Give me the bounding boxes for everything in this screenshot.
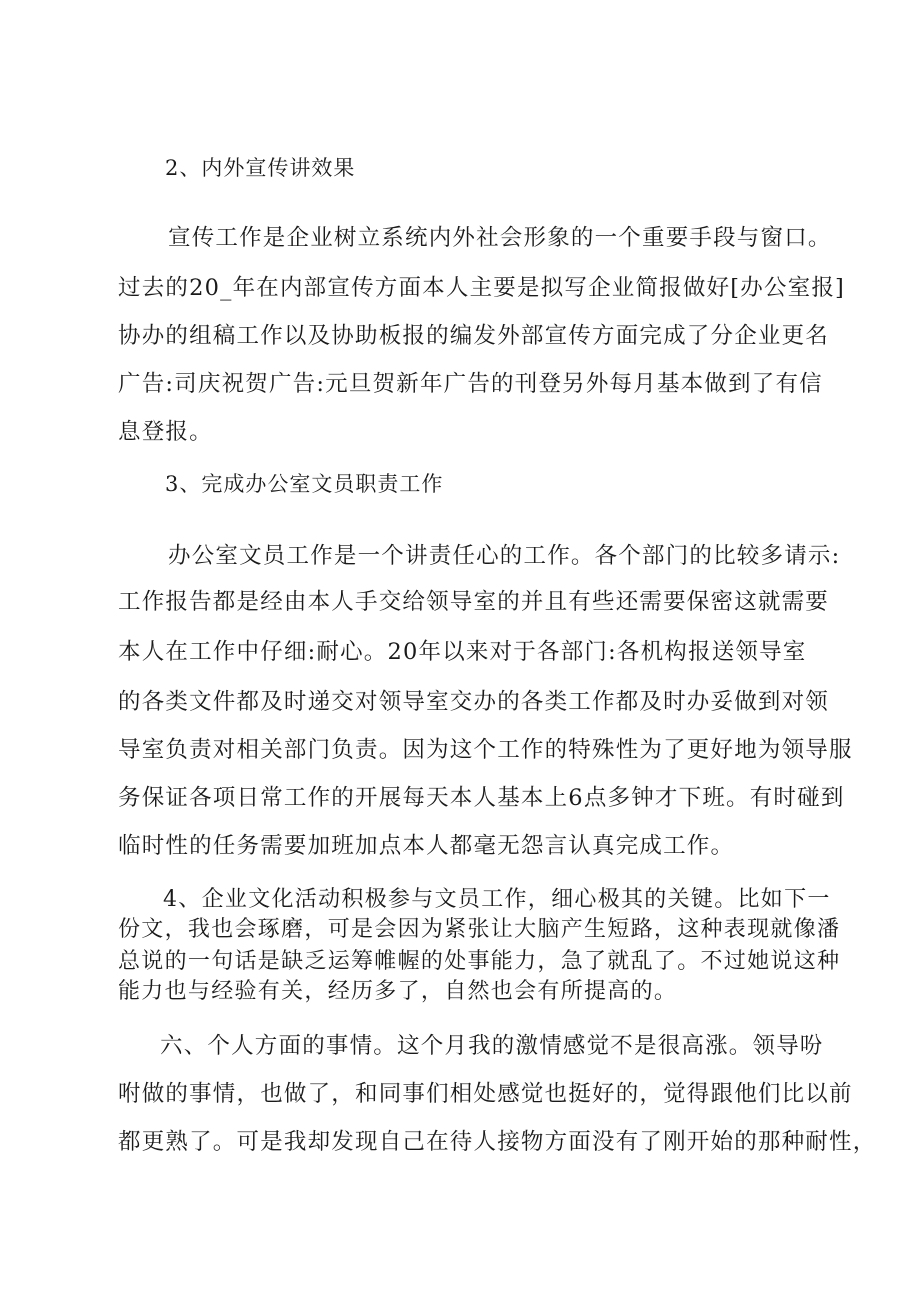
section-2-line-3: 协办的组稿工作以及协助板报的编发外部宣传方面完成了分企业更名 bbox=[118, 323, 830, 349]
section-4-line-3: 总说的一句话是缺乏运筹帷幄的处事能力，急了就乱了。不过她说这种 bbox=[118, 949, 841, 974]
section-2-line-2: 过去的20_年在内部宣传方面本人主要是拟写企业简报做好[办公室报] bbox=[118, 275, 846, 301]
section-6-line-2: 咐做的事情，也做了，和同事们相处感觉也挺好的，觉得跟他们比以前 bbox=[118, 1081, 853, 1107]
section-3-line-3: 本人在工作中仔细:耐心。20年以来对于各部门:各机构报送领导室 bbox=[118, 639, 807, 665]
section-4-line-1: 4、企业文化活动积极参与文员工作，细心极其的关键。比如下一 bbox=[163, 887, 831, 912]
section-3-heading: 3、完成办公室文员职责工作 bbox=[165, 472, 444, 496]
section-3-line-4: 的各类文件都及时递交对领导室交办的各类工作都及时办妥做到对领 bbox=[118, 689, 830, 715]
section-3-line-1: 办公室文员工作是一个讲责任心的工作。各个部门的比较多请示: bbox=[168, 543, 841, 569]
section-3-line-5: 导室负责对相关部门负责。因为这个工作的特殊性为了更好地为领导服 bbox=[118, 737, 853, 763]
section-2-heading: 2、内外宣传讲效果 bbox=[165, 156, 356, 180]
section-6-line-3: 都更熟了。可是我却发现自己在待人接物方面没有了刚开始的那种耐性， bbox=[118, 1129, 877, 1155]
section-3-line-2: 工作报告都是经由本人手交给领导室的并且有些还需要保密这就需要 bbox=[118, 589, 830, 615]
section-4-line-2: 份文，我也会琢磨，可是会因为紧张让大脑产生短路，这种表现就像潘 bbox=[118, 917, 841, 942]
section-2-line-5: 息登报。 bbox=[118, 419, 213, 445]
section-6-line-1: 六、个人方面的事情。这个月我的激情感觉不是很高涨。领导吩 bbox=[160, 1033, 824, 1059]
section-2-line-1: 宣传工作是企业树立系统内外社会形象的一个重要手段与窗口。 bbox=[168, 225, 832, 251]
section-3-line-7: 临时性的任务需要加班加点本人都毫无怨言认真完成工作。 bbox=[118, 833, 735, 859]
section-2-line-4: 广告:司庆祝贺广告:元旦贺新年广告的刊登另外每月基本做到了有信 bbox=[118, 371, 823, 397]
section-4-line-4: 能力也与经验有关，经历多了，自然也会有所提高的。 bbox=[118, 979, 678, 1004]
section-3-line-6: 务保证各项日常工作的开展每天本人基本上6点多钟才下班。有时碰到 bbox=[118, 785, 845, 811]
